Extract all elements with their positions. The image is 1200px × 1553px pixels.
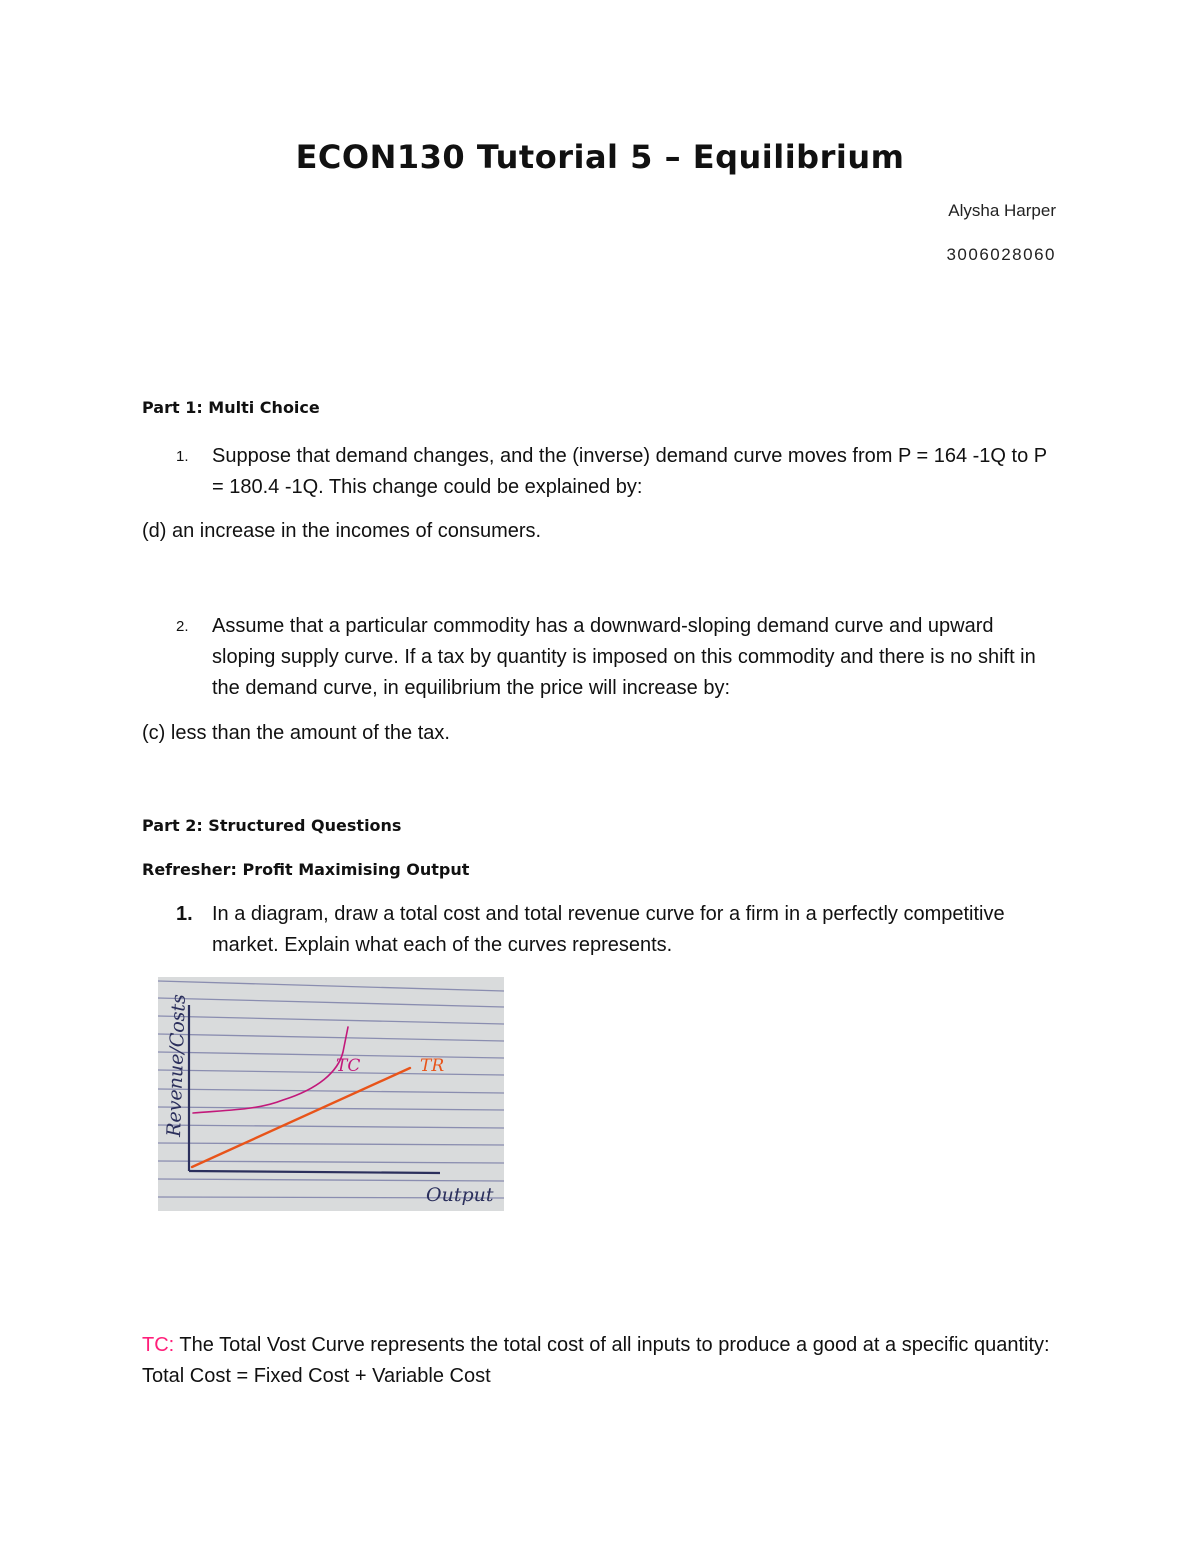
part1-question-2 [142,611,1062,704]
question-number: 1. [176,903,193,925]
y-axis-label: Revenue/Costs [163,993,190,1138]
part2-subheading: Refresher: Profit Maximising Output [142,860,470,879]
x-axis-label: Output [426,1184,494,1206]
question-text: Assume that a particular commodity has a downward-sloping demand curve and upward sloping supply curve. If a tax by quantity is imposed on this commodity and there is no shift in the demand curve, in equilibrium the price will increase by: [212,615,1036,699]
diagram-svg [158,977,504,1211]
tc-explanation-text: The Total Vost Curve represents the total cost of all inputs to produce a good at a specific quantity: Total Cost = Fixed Cost + Variable Cost [142,1334,1050,1387]
question-number: 1. [176,448,189,465]
tr-curve-label: TR [420,1056,445,1076]
question-text: Suppose that demand changes, and the (inverse) demand curve moves from P = 164 -1Q to P = 180.4 -1Q. This change could be explained by: [212,445,1047,498]
student-id: 3006028060 [946,245,1056,264]
tc-tr-diagram [158,977,504,1211]
tc-explanation-label: TC: [142,1334,175,1356]
part2-heading: Part 2: Structured Questions [142,816,402,835]
part1-answer-2: (c) less than the amount of the tax. [142,722,450,744]
part1-answer-1: (d) an increase in the incomes of consumers. [142,520,542,542]
question-number: 2. [176,618,189,635]
document-title: ECON130 Tutorial 5 – Equilibrium [295,138,905,176]
question-text: In a diagram, draw a total cost and total revenue curve for a firm in a perfectly competitive market. Explain what each of the curves represents. [212,903,1005,956]
tc-explanation [142,1330,1072,1392]
paper-background [158,977,504,1211]
author-name: Alysha Harper [948,201,1056,220]
tc-curve-label: TC [336,1056,361,1076]
part1-question-1 [142,441,1062,503]
part1-heading: Part 1: Multi Choice [142,398,320,417]
part2-question-1 [142,899,1062,961]
